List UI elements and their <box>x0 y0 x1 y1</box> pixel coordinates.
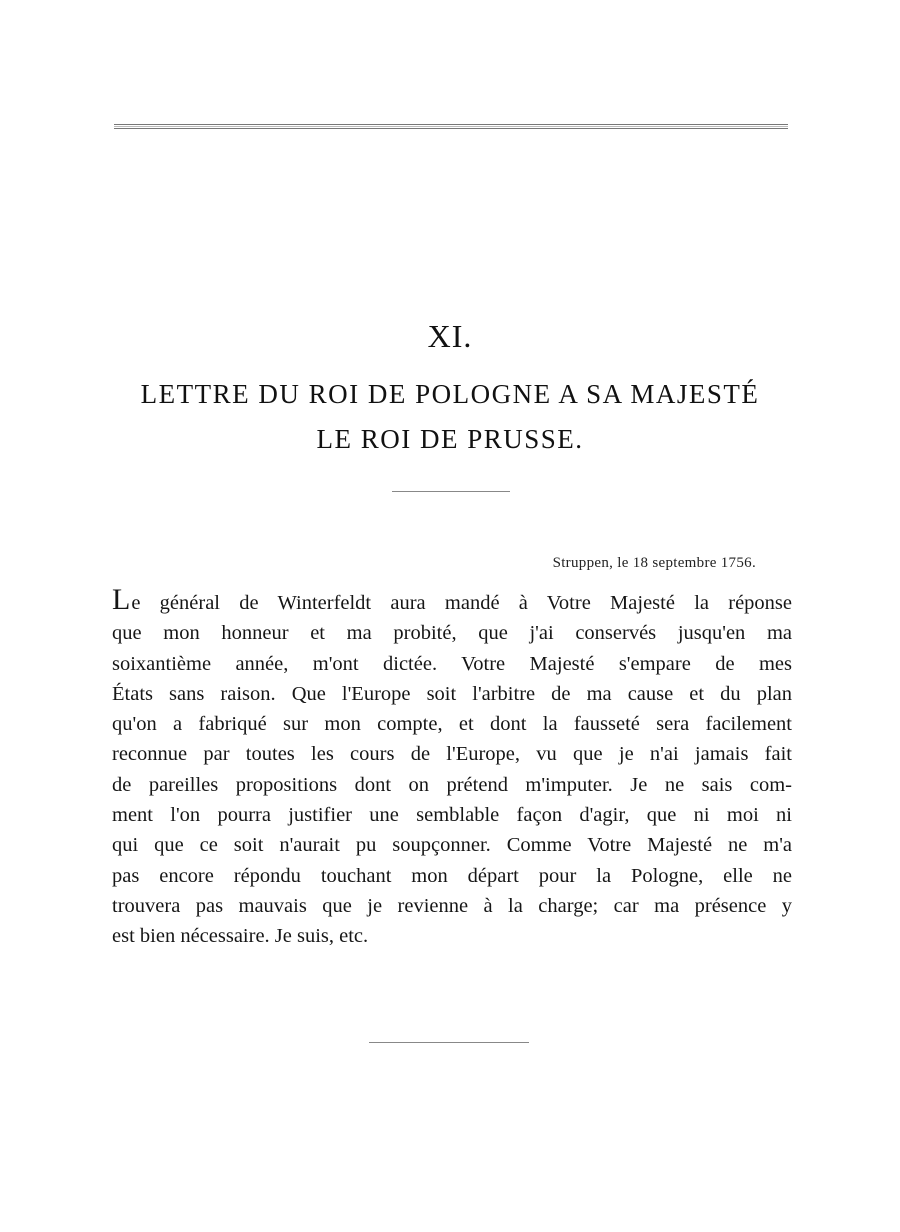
letter-line: trouvera pas mauvais que je revienne à la charge; car ma présence y <box>112 894 792 917</box>
letter-line: qu'on a fabriqué sur mon compte, et dont la fausseté sera facilement <box>112 713 792 736</box>
drop-cap: L <box>112 588 131 616</box>
letter-line: que mon honneur et ma probité, que j'ai conservés jusqu'en ma <box>112 622 792 645</box>
letter-line: est bien nécessaire. Je suis, etc. <box>112 925 369 948</box>
letter-dateline: Struppen, le 18 septembre 1756. <box>552 555 756 571</box>
letter-line: soixantième année, m'ont dictée. Votre Majesté s'empare de mes <box>112 652 792 675</box>
section-divider <box>392 491 510 492</box>
letter-line: reconnue par toutes les cours de l'Europe, vu que je n'ai jamais fait <box>112 743 792 766</box>
chapter-numeral: XI. <box>427 318 473 354</box>
footer-divider <box>369 1042 529 1043</box>
letter-line: de pareilles propositions dont on prétend m'imputer. Je ne sais com- <box>112 773 792 796</box>
header-rule <box>114 124 788 129</box>
chapter-title <box>80 372 820 462</box>
letter-line: ment l'on pourra justifier une semblable façon d'agir, que ni moi ni <box>112 804 792 827</box>
chapter-title-line: LE ROI DE PRUSSE. <box>316 424 584 454</box>
letter-line: États sans raison. Que l'Europe soit l'arbitre de ma cause et du plan <box>112 682 792 705</box>
letter-line: pas encore répondu touchant mon départ pour la Pologne, elle ne <box>112 864 792 887</box>
letter-body <box>112 588 792 952</box>
letter-line: qui que ce soit n'aurait pu soupçonner. Comme Votre Majesté ne m'a <box>112 834 792 857</box>
chapter-title-line: LETTRE DU ROI DE POLOGNE A SA MAJESTÉ <box>140 379 760 409</box>
letter-line: Le général de Winterfeldt aura mandé à Votre Majesté la réponse <box>112 588 792 618</box>
